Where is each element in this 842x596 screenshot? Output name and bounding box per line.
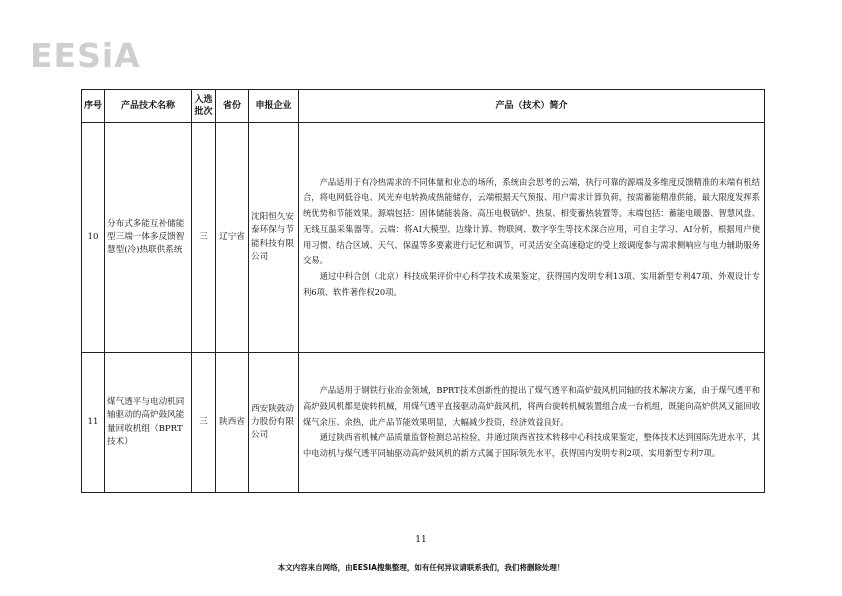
table-row (82, 353, 765, 493)
cell-product-name: 分布式多能互补储能型三端一体多反馈智慧型(冷)热联供系统 (105, 123, 192, 353)
cell-no: 11 (82, 353, 105, 493)
cell-intro (299, 123, 765, 353)
cell-province: 陕西省 (216, 353, 249, 493)
intro-paragraph: 产品适用于有冷热需求的不同体量和业态的场所，系统由会思考的云端，执行可靠的源端及多维度反馈精准的末端有机结合，将电网低谷电、风光弃电转换成热能储存，云端根据天气预报、用户需求计算负荷，按需蓄能精准供能，最大限度发挥系统优势和节能效果。源端包括：固体储能装备、高压电极锅炉、热泵、相变蓄热装置等。末端包括：蓄能电暖器、智慧风盘、无线互温采集器等。云端：将AI大模型、边缘计算、物联网、数字孪生等技术深合应用，可自主学习、AI分析，根据用户使用习惯、结合区域、天气、保温等多要素进行记忆和调节，可灵活安全高速稳定的受上级调度参与需求侧响应与电力辅助服务交易。 (303, 176, 760, 266)
intro-paragraph: 通过中科合创（北京）科技成果评价中心科学技术成果鉴定，获得国内发明专利13项、实用新型专利47项、外观设计专利6项、软件著作权20项。 (303, 271, 760, 297)
product-table (81, 89, 765, 493)
intro-paragraph: 产品适用于钢铁行业冶金领域，BPRT技术创新性的提出了煤气透平和高炉鼓风机同轴的技术解决方案，由于煤气透平和高炉鼓风机都是旋转机械，用煤气透平直接驱动高炉鼓风机，将两台旋转机械装置组合成一台机组，既能向高炉供风又能回收煤气余压、余热，此产品节能效果明显，大幅减少投资，经济效益良好。 (303, 385, 760, 427)
cell-company: 沈阳恒久安泰环保与节能科技有限公司 (249, 123, 299, 353)
cell-intro (299, 353, 765, 493)
header-batch: 入选批次 (192, 90, 216, 123)
intro-paragraph: 通过陕西省机械产品质量监督检测总站检验，并通过陕西省技术转移中心科技成果鉴定，整体技术达到国际先进水平，其中电动机与煤气透平同轴驱动高炉鼓风机的新方式属于国际领先水平，获得国内发明专利2项、实用新型专利7项。 (303, 432, 760, 459)
cell-batch: 三 (192, 123, 216, 353)
cell-product-name: 煤气透平与电动机同轴驱动的高炉鼓风能量回收机组（BPRT技术） (105, 353, 192, 493)
header-company: 申报企业 (249, 90, 299, 123)
cell-batch: 三 (192, 353, 216, 493)
header-no: 序号 (82, 90, 105, 123)
page-number: 11 (415, 535, 427, 545)
cell-no: 10 (82, 123, 105, 353)
footer-disclaimer: 本文内容来自网络，由EESIA搜集整理，如有任何异议请联系我们，我们将删除处理！ (277, 563, 565, 572)
cell-company: 西安陕鼓动力股份有限公司 (249, 353, 299, 493)
table-header-row (82, 90, 765, 123)
header-intro: 产品（技术）简介 (299, 90, 765, 123)
table-row (82, 123, 765, 353)
eesia-logo: EESiA (30, 36, 141, 75)
header-name: 产品技术名称 (105, 90, 192, 123)
cell-province: 辽宁省 (216, 123, 249, 353)
header-province: 省份 (216, 90, 249, 123)
